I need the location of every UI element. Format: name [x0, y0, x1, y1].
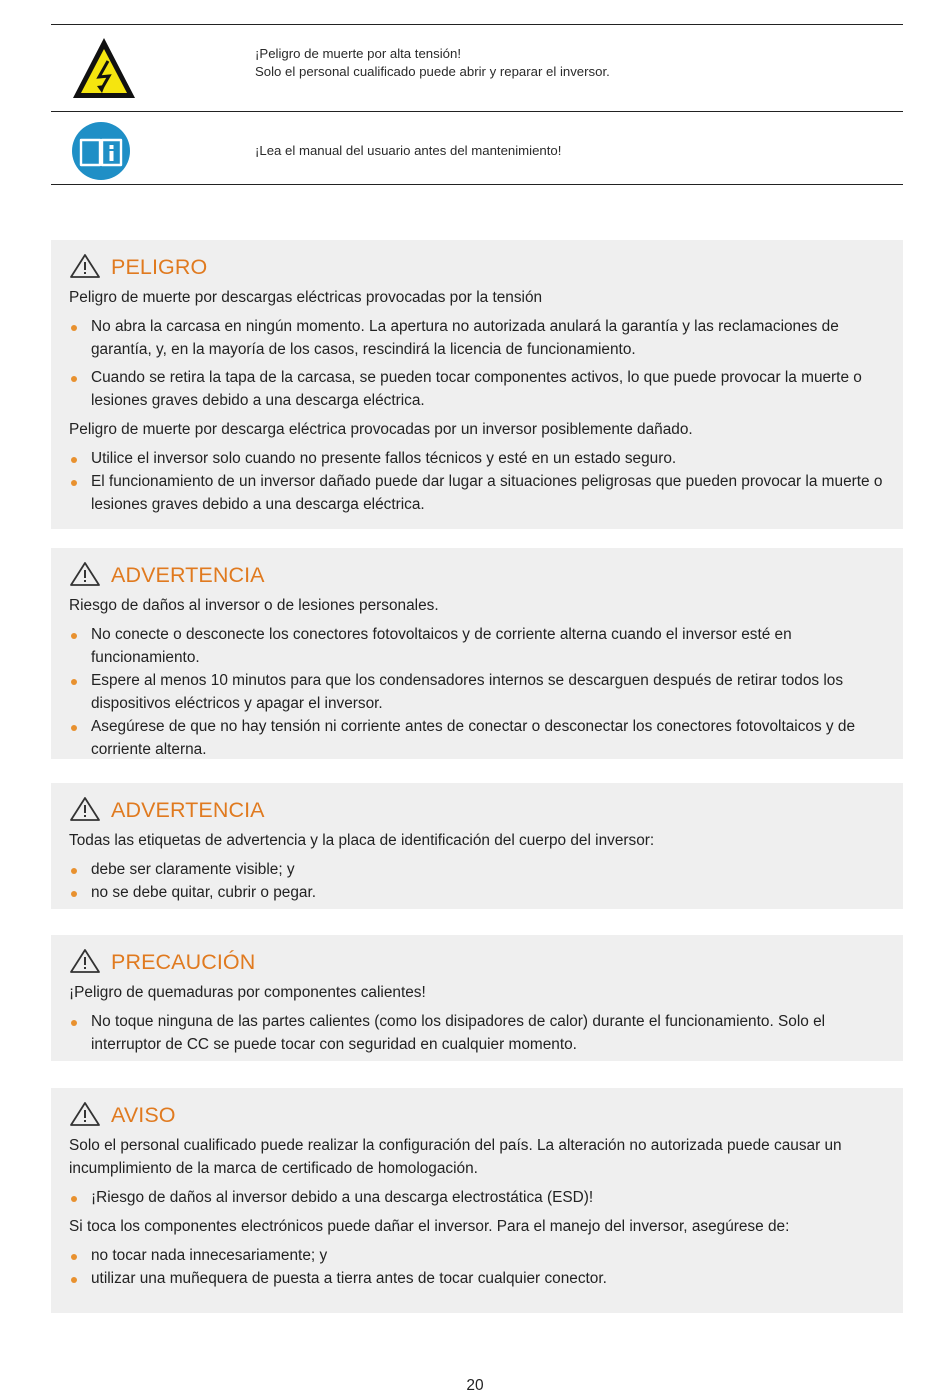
- warning-notice: [51, 783, 903, 909]
- caution-notice: [51, 935, 903, 1061]
- notice-box: [51, 1088, 903, 1313]
- notice-title: AVISO: [111, 1102, 176, 1127]
- high-voltage-warning-icon: [71, 35, 137, 106]
- warning-notice: [51, 548, 903, 759]
- list-item: no tocar nada innecesariamente; y: [69, 1244, 895, 1267]
- notice-body: [69, 829, 895, 904]
- warning-triangle-icon: [69, 948, 101, 974]
- notice-text: Riesgo de daños al inversor o de lesiones personales.: [69, 597, 439, 614]
- list-item: No conecte o desconecte los conectores fotovoltaicos y de corriente alterna cuando el inversor esté en funcionamiento.: [69, 623, 895, 669]
- notice-header: [69, 947, 895, 977]
- warning-triangle-icon: [69, 253, 101, 279]
- list-item: ¡Riesgo de daños al inversor debido a una descarga electrostática (ESD)!: [69, 1186, 895, 1209]
- list-item: Espere al menos 10 minutos para que los condensadores internos se descarguen después de retirar todos los dispositivos eléctricos y apagar el inversor.: [69, 669, 895, 715]
- warning-triangle-icon: [69, 561, 101, 587]
- list-item: no se debe quitar, cubrir o pegar.: [69, 881, 895, 904]
- notice-text: Peligro de muerte por descargas eléctricas provocadas por la tensión: [69, 289, 543, 306]
- notice-text: ¡Peligro de quemaduras por componentes calientes!: [69, 984, 426, 1001]
- notice-body: [69, 1134, 895, 1290]
- list-item: No toque ninguna de las partes calientes (como los disipadores de calor) durante el funcionamiento. Solo el interruptor de CC se puede tocar con seguridad en cualquier momento.: [69, 1010, 895, 1056]
- notice-title: ADVERTENCIA: [111, 562, 265, 587]
- notice-body: [69, 594, 895, 761]
- notice-header: [69, 1100, 895, 1130]
- read-manual-icon: [71, 121, 131, 186]
- notice-body: [69, 286, 895, 516]
- list-item: Cuando se retira la tapa de la carcasa, se pueden tocar componentes activos, lo que puede provocar la muerte o lesiones graves debido a una descarga eléctrica.: [69, 366, 895, 412]
- symbol-description: [255, 45, 610, 81]
- list-item: El funcionamiento de un inversor dañado puede dar lugar a situaciones peligrosas que pueden provocar la muerte o lesiones graves debido a una descarga eléctrica.: [69, 470, 895, 516]
- symbol-text-line: ¡Lea el manual del usuario antes del mantenimiento!: [255, 143, 562, 158]
- warning-triangle-icon: [69, 796, 101, 822]
- notice-text: Solo el personal cualificado puede realizar la configuración del país. La alteración no autorizada puede causar un incumplimiento de la marca de certificado de homologación.: [69, 1137, 842, 1177]
- notice-header: [69, 560, 895, 590]
- notice-body: [69, 981, 895, 1056]
- safety-symbols-table: [51, 24, 903, 185]
- notice-text: Todas las etiquetas de advertencia y la placa de identificación del cuerpo del inversor:: [69, 832, 655, 849]
- symbol-text-line: Solo el personal cualificado puede abrir y reparar el inversor.: [255, 64, 610, 79]
- notice-title: PRECAUCIÓN: [111, 949, 256, 974]
- symbol-row-high-voltage: [51, 24, 903, 111]
- symbol-row-read-manual: [51, 111, 903, 185]
- notice-title: ADVERTENCIA: [111, 797, 265, 822]
- list-item: No abra la carcasa en ningún momento. La apertura no autorizada anulará la garantía y las reclamaciones de garantía, y, en la mayoría de los casos, rescindirá la licencia de funcionamiento.: [69, 315, 895, 361]
- notice-header: [69, 252, 895, 282]
- symbol-description: [255, 142, 561, 160]
- notice-text: Peligro de muerte por descarga eléctrica provocadas por un inversor posiblemente dañado.: [69, 421, 693, 438]
- symbol-text-line: ¡Peligro de muerte por alta tensión!: [255, 46, 461, 61]
- notice-header: [69, 795, 895, 825]
- list-item: Utilice el inversor solo cuando no presente fallos técnicos y esté en un estado seguro.: [69, 447, 895, 470]
- list-item: Asegúrese de que no hay tensión ni corriente antes de conectar o desconectar los conectores fotovoltaicos y de corriente alterna.: [69, 715, 895, 761]
- notice-text: Si toca los componentes electrónicos puede dañar el inversor. Para el manejo del inversor, asegúrese de:: [69, 1218, 790, 1235]
- list-item: utilizar una muñequera de puesta a tierra antes de tocar cualquier conector.: [69, 1267, 895, 1290]
- warning-triangle-icon: [69, 1101, 101, 1127]
- page-number: 20: [466, 1377, 484, 1394]
- notice-title: PELIGRO: [111, 254, 208, 279]
- danger-notice: [51, 240, 903, 529]
- list-item: debe ser claramente visible; y: [69, 858, 895, 881]
